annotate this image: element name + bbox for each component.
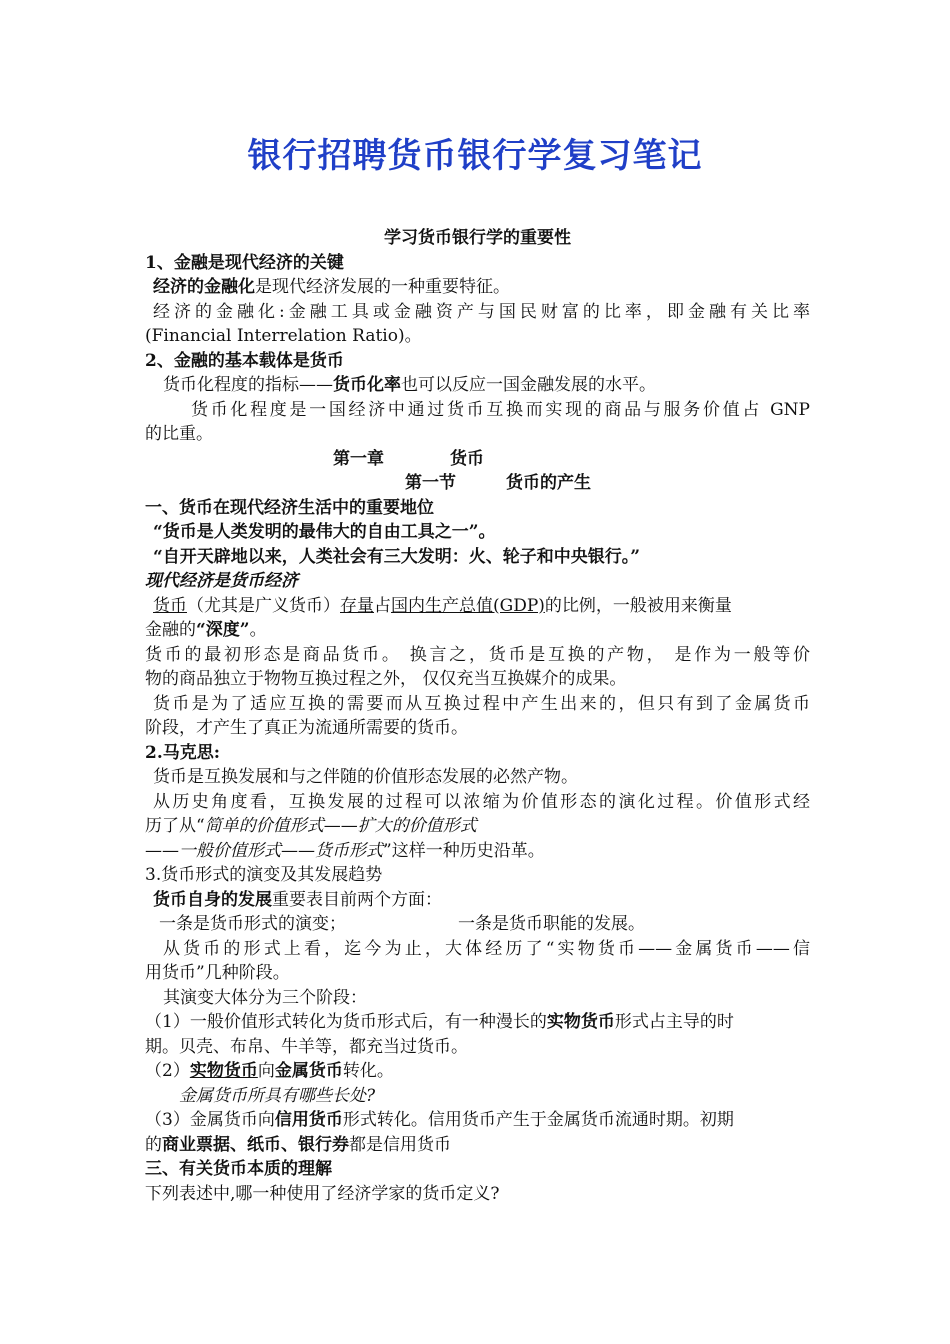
paragraph: 经济的金融化:金融工具或金融资产与国民财富的比率，即金融有关比率: [153, 301, 810, 322]
bold-term: 货币自身的发展: [153, 889, 272, 910]
text: 货币化程度的指标——: [163, 375, 333, 395]
text: （1）一般价值形式转化为货币形式后，有一种漫长的: [145, 1012, 547, 1032]
part-heading: 3.货币形式的演变及其发展趋势: [145, 865, 383, 885]
list-item: [145, 1010, 810, 1035]
text: 。: [249, 620, 267, 640]
text: 转化。: [342, 1061, 394, 1081]
paragraph: 其演变大体分为三个阶段：: [163, 987, 367, 1008]
text: 一条是货币职能的发展。: [458, 914, 645, 934]
bold-term: 实物货币: [189, 1061, 258, 1081]
paragraph: 从货币的形式上看，迄今为止，大体经历了“实物货币——金属货币——信: [163, 938, 810, 959]
italic-heading: 现代经济是货币经济: [145, 571, 298, 591]
paragraph: [145, 814, 810, 839]
paragraph: [145, 275, 810, 300]
paragraph: [145, 839, 810, 864]
paragraph: 阶段，才产生了真正为流通所需要的货币。: [145, 718, 468, 738]
paragraph: 期。贝壳、布帛、牛羊等，都充当过货币。: [145, 1036, 468, 1057]
underlined-term: 货币: [153, 595, 187, 616]
section-heading: 2、金融的基本载体是货币: [145, 350, 344, 371]
importance-heading: 学习货币银行学的重要性: [384, 228, 571, 248]
bold-term: 信用货币: [274, 1110, 343, 1130]
part-heading: 一、货币在现代经济生活中的重要地位: [145, 497, 434, 518]
paragraph: (Financial Interrelation Ratio)。: [145, 326, 422, 346]
document-title: 银行招聘货币银行学复习笔记: [247, 136, 703, 176]
text: 向: [257, 1061, 275, 1081]
question: 下列表述中,哪一种使用了经济学家的货币定义?: [145, 1183, 500, 1204]
text: 形式占主导的时: [614, 1012, 734, 1032]
paragraph: 从历史角度看，互换发展的过程可以浓缩为价值形态的演化过程。价值形式经: [153, 791, 810, 812]
section-title: [145, 471, 810, 496]
paragraph: 货币是为了适应互换的需要而从互换过程中产生出来的，但只有到了金属货币: [153, 693, 810, 714]
underlined-term: 国内生产总值(GDP): [391, 595, 545, 616]
part-heading: 三、有关货币本质的理解: [145, 1159, 332, 1179]
list-item: [145, 1108, 810, 1133]
paragraph: 货币的最初形态是商品货币。 换言之，货币是互换的产物， 是作为一般等价: [145, 644, 810, 665]
part-heading: 2.马克思:: [145, 742, 221, 763]
bold-term: 实物货币: [546, 1012, 615, 1032]
list-item: [145, 1059, 810, 1084]
text: （尤其是广义货币）: [187, 595, 340, 616]
paragraph: [145, 912, 810, 937]
text: 是现代经济发展的一种重要特征。: [255, 277, 510, 297]
paragraph: [145, 594, 810, 619]
text: 的比例，一般被用来衡量: [544, 595, 732, 616]
chapter-heading: [145, 447, 810, 472]
bold-term: 货币化率: [333, 375, 401, 395]
document-body: [145, 226, 810, 1206]
section-name: 货币的产生: [506, 473, 591, 493]
bold-term: 商业票据、纸币、银行券: [162, 1134, 349, 1155]
paragraph: [145, 618, 810, 643]
text: （3）金属货币向: [145, 1110, 275, 1130]
text: 占: [374, 595, 391, 616]
text: 历了从“: [145, 816, 205, 836]
text: 一条是货币形式的演变；: [159, 914, 346, 934]
paragraph: 的比重。: [145, 424, 213, 444]
paragraph: [145, 373, 810, 398]
question: 金属货币所具有哪些长处?: [179, 1085, 376, 1106]
underlined-term: 存量: [340, 595, 374, 616]
text: ”这样一种历史沿革。: [383, 840, 545, 861]
italic-text: ——一般价值形式——货币形式: [145, 840, 383, 861]
text: 的: [145, 1134, 162, 1155]
paragraph: [145, 1133, 810, 1158]
paragraph: 用货币”几种阶段。: [145, 963, 290, 983]
text: 也可以反应一国金融发展的水平。: [401, 375, 656, 395]
quote: “货币是人类发明的最伟大的自由工具之一”。: [153, 522, 496, 542]
italic-text: 简单的价值形式——扩大的价值形式: [204, 816, 477, 836]
bold-term: “深度”: [196, 620, 250, 640]
section-label: 第一节: [405, 473, 456, 493]
quote: “自开天辟地以来，人类社会有三大发明：火、轮子和中央银行。”: [153, 546, 641, 567]
chapter-name: 货币: [450, 448, 484, 469]
chapter-label: 第一章: [333, 448, 384, 469]
text: 形式转化。信用货币产生于金属货币流通时期。初期: [342, 1110, 734, 1130]
paragraph: 货币是互换发展和与之伴随的价值形态发展的必然产物。: [153, 767, 578, 787]
text: 都是信用货币: [349, 1134, 451, 1155]
bold-term: 经济的金融化: [153, 277, 255, 297]
text: （2）: [145, 1061, 190, 1081]
paragraph: [145, 888, 810, 913]
section-heading: 1、金融是现代经济的关键: [145, 252, 344, 273]
paragraph: 货币化程度是一国经济中通过货币互换而实现的商品与服务价值占 GNP: [191, 399, 810, 420]
paragraph: 物的商品独立于物物互换过程之外， 仅仅充当互换媒介的成果。: [145, 669, 627, 689]
text: 金融的: [145, 620, 196, 640]
text: 重要表目前两个方面：: [272, 889, 442, 910]
bold-term: 金属货币: [274, 1061, 343, 1081]
